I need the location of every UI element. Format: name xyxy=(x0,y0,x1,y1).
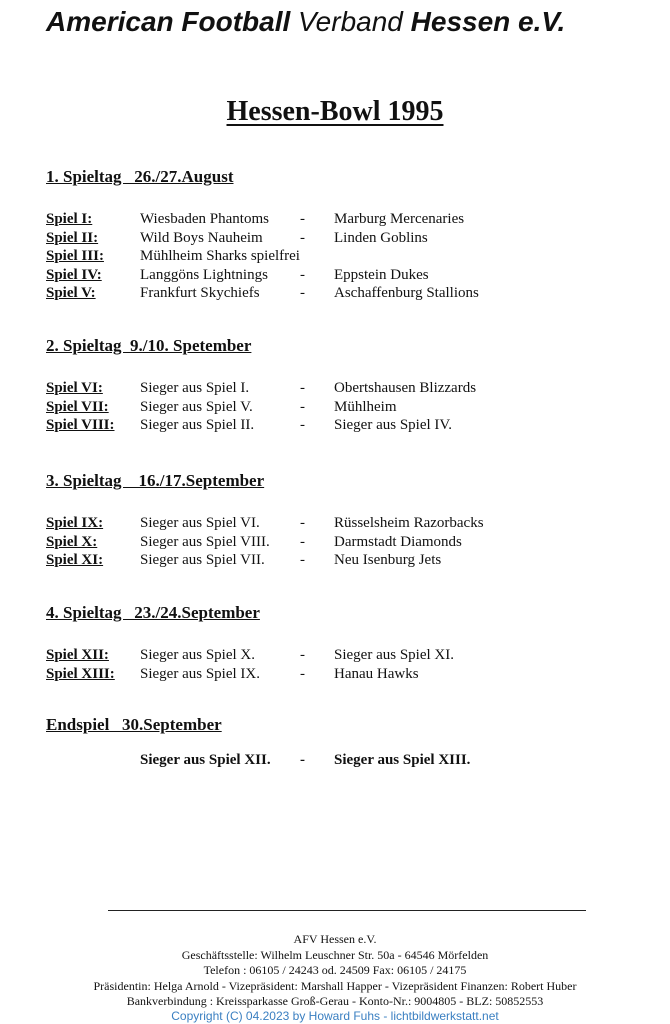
game-row xyxy=(46,416,646,435)
game-row xyxy=(46,229,646,248)
association-header xyxy=(46,6,656,38)
spieltag-3-heading: 3. Spieltag 16./17.September xyxy=(46,471,265,490)
endspiel-section xyxy=(46,714,646,736)
spieltag-1-heading: 1. Spieltag 26./27.August xyxy=(46,167,234,186)
spieltag-3-section xyxy=(46,470,646,570)
versus-dash: - xyxy=(300,647,305,663)
home-team: Sieger aus Spiel VI. xyxy=(140,515,260,531)
copyright-notice: Copyright (C) 04.2023 by Howard Fuhs - lichtbildwerkstatt.net xyxy=(171,1009,499,1023)
endspiel-heading: Endspiel 30.September xyxy=(46,715,222,734)
header-part-3: Hessen e.V. xyxy=(410,6,566,37)
game-label: Spiel VI: xyxy=(46,380,103,396)
spieltag-4-games xyxy=(46,646,646,683)
game-row xyxy=(46,379,646,398)
versus-dash: - xyxy=(300,211,305,227)
game-label: Spiel X: xyxy=(46,533,98,550)
game-label: Spiel IV: xyxy=(46,266,102,283)
spieltag-4-section xyxy=(46,602,646,683)
home-team: Sieger aus Spiel VII. xyxy=(140,552,265,568)
header-part-1: American Football xyxy=(46,6,291,37)
spieltag-4-heading: 4. Spieltag 23./24.September xyxy=(46,603,260,622)
home-team: Sieger aus Spiel I. xyxy=(140,380,250,396)
footer-phone-fax: Telefon : 06105 / 24243 od. 24509 Fax: 06105 / 24175 xyxy=(203,963,467,977)
spieltag-2-section xyxy=(46,335,646,435)
versus-dash: - xyxy=(300,380,305,396)
versus-dash: - xyxy=(300,398,305,415)
footer-contact-block xyxy=(0,932,670,1010)
game-row xyxy=(46,551,646,570)
final-versus-dash: - xyxy=(300,752,305,768)
away-team: Rüsselsheim Razorbacks xyxy=(334,515,484,531)
game-label: Spiel V: xyxy=(46,285,96,301)
spieltag-3-games xyxy=(46,514,646,570)
versus-dash: - xyxy=(300,665,305,682)
away-team: Neu Isenburg Jets xyxy=(334,552,442,568)
away-team: Hanau Hawks xyxy=(334,665,419,682)
versus-dash: - xyxy=(300,515,305,531)
footer-office-address: Geschäftsstelle: Wilhelm Leuschner Str. 50a - 64546 Mörfelden xyxy=(181,947,489,962)
home-team: Wild Boys Nauheim xyxy=(140,229,263,246)
game-row xyxy=(46,514,646,533)
away-team: Sieger aus Spiel XI. xyxy=(334,647,454,663)
game-row xyxy=(46,646,646,665)
home-team: Sieger aus Spiel II. xyxy=(140,417,255,433)
header-part-2: Verband xyxy=(290,6,411,37)
home-team: Mühlheim Sharks spielfrei xyxy=(140,248,300,264)
spieltag-1-section xyxy=(46,166,646,303)
game-row xyxy=(46,284,646,303)
versus-dash: - xyxy=(300,417,305,433)
final-game-row xyxy=(46,752,646,772)
away-team: Darmstadt Diamonds xyxy=(334,533,462,550)
away-team: Eppstein Dukes xyxy=(334,266,429,283)
game-label: Spiel IX: xyxy=(46,515,104,531)
game-label: Spiel II: xyxy=(46,229,99,246)
game-label: Spiel VIII: xyxy=(46,417,115,433)
home-team: Sieger aus Spiel V. xyxy=(140,398,253,415)
versus-dash: - xyxy=(300,533,305,550)
versus-dash: - xyxy=(300,285,305,301)
home-team: Sieger aus Spiel X. xyxy=(140,647,255,663)
game-row xyxy=(46,210,646,229)
game-row xyxy=(46,665,646,684)
versus-dash: - xyxy=(300,266,305,283)
versus-dash: - xyxy=(300,229,305,246)
game-label: Spiel VII: xyxy=(46,398,109,415)
game-row xyxy=(46,266,646,285)
spieltag-2-games xyxy=(46,379,646,435)
footer-org-name: AFV Hessen e.V. xyxy=(293,932,377,946)
game-label: Spiel XII: xyxy=(46,647,109,663)
away-team: Marburg Mercenaries xyxy=(334,211,465,227)
home-team: Sieger aus Spiel IX. xyxy=(140,665,260,682)
spieltag-2-heading: 2. Spieltag 9./10. Spetember xyxy=(46,336,252,355)
spieltag-1-games xyxy=(46,210,646,303)
footer-divider xyxy=(108,910,586,911)
away-team: Obertshausen Blizzards xyxy=(334,380,477,396)
home-team: Frankfurt Skychiefs xyxy=(140,285,260,301)
game-label: Spiel I: xyxy=(46,211,93,227)
away-team: Mühlheim xyxy=(334,398,397,415)
versus-dash: - xyxy=(300,552,305,568)
game-label: Spiel XI: xyxy=(46,552,104,568)
game-row xyxy=(46,533,646,552)
home-team: Wiesbaden Phantoms xyxy=(140,211,269,227)
away-team: Sieger aus Spiel IV. xyxy=(334,417,453,433)
away-team: Aschaffenburg Stallions xyxy=(334,285,479,301)
page-title: Hessen-Bowl 1995 xyxy=(226,96,444,127)
final-home-team: Sieger aus Spiel XII. xyxy=(140,752,271,768)
footer-bank-details: Bankverbindung : Kreissparkasse Groß-Gerau - Konto-Nr.: 9004805 - BLZ: 50852553 xyxy=(126,994,544,1008)
home-team: Langgöns Lightnings xyxy=(140,266,268,283)
game-label: Spiel III: xyxy=(46,248,104,264)
game-label: Spiel XIII: xyxy=(46,665,115,682)
footer-board-members: Präsidentin: Helga Arnold - Vizepräsident: Marshall Happer - Vizepräsident Finanzen: Robert Huber xyxy=(93,978,577,993)
away-team: Linden Goblins xyxy=(334,229,428,246)
final-away-team: Sieger aus Spiel XIII. xyxy=(334,752,471,768)
game-row xyxy=(46,247,646,266)
home-team: Sieger aus Spiel VIII. xyxy=(140,533,270,550)
game-row xyxy=(46,398,646,417)
